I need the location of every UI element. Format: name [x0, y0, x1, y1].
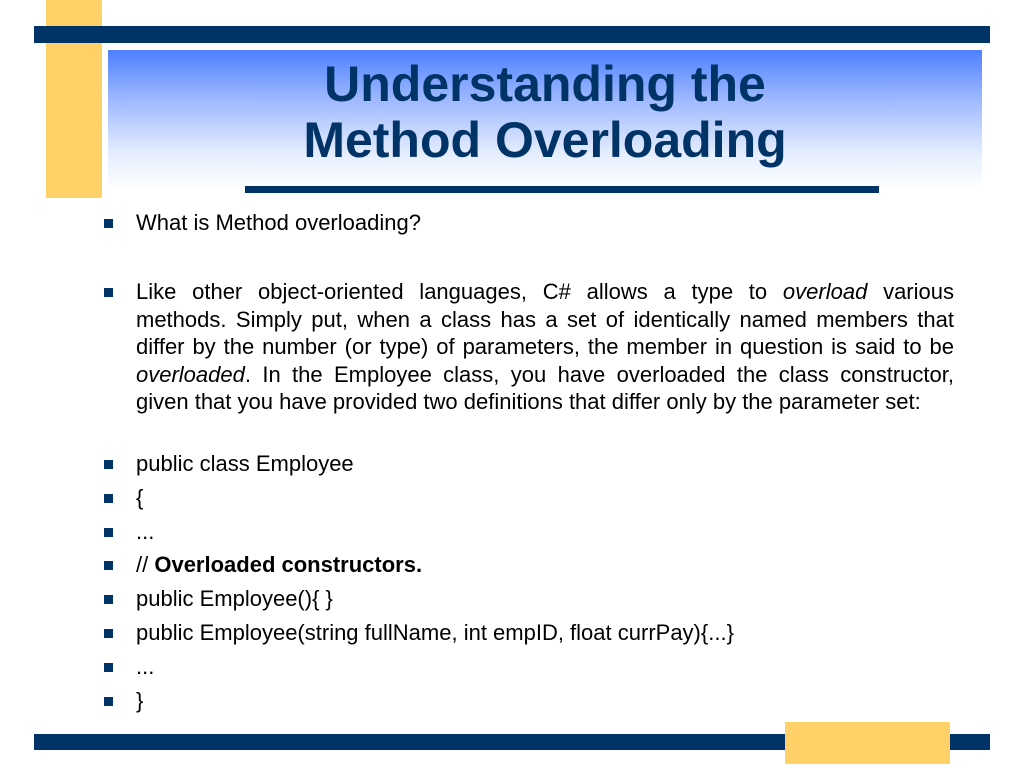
slide-title: [108, 56, 982, 168]
para-em-overloaded: overloaded: [136, 361, 245, 387]
code-line-1: [104, 450, 954, 478]
code-line-6: [104, 619, 954, 647]
title-underline: [245, 186, 879, 193]
code-line-8: [104, 687, 954, 715]
navy-top-rule: [34, 26, 990, 43]
code-line-text: public Employee(){ }: [136, 586, 333, 611]
code-line-text: [136, 551, 954, 579]
code-line-text: }: [136, 688, 144, 713]
para-part-1: Like other object-oriented languages, C# allows a type to: [136, 279, 783, 304]
bullet-paragraph-text: [136, 278, 954, 416]
square-bullet-icon: [104, 494, 113, 503]
bullet-question: [104, 209, 954, 237]
square-bullet-icon: [104, 460, 113, 469]
code-line-7: [104, 653, 954, 681]
square-bullet-icon: [104, 697, 113, 706]
title-line-1: Understanding the: [324, 56, 766, 112]
title-line-2: Method Overloading: [303, 112, 787, 168]
square-bullet-icon: [104, 219, 113, 228]
code-line-text: ...: [136, 519, 155, 544]
square-bullet-icon: [104, 663, 113, 672]
code-line-text: public class Employee: [136, 451, 354, 476]
bullet-paragraph: [104, 278, 954, 416]
code-line-4: [104, 551, 954, 579]
square-bullet-icon: [104, 629, 113, 638]
para-part-3: . In the Employee class, you have overloaded the class constructor, given that you have provided two definitions that differ only by the parameter set:: [136, 361, 954, 414]
para-em-overload: overload: [782, 279, 868, 304]
comment-bold: Overloaded constructors.: [154, 552, 423, 577]
code-line-2: [104, 484, 954, 512]
code-line-5: [104, 585, 954, 613]
code-line-text: public Employee(string fullName, int empID, float currPay){...}: [136, 620, 734, 645]
square-bullet-icon: [104, 595, 113, 604]
square-bullet-icon: [104, 288, 113, 297]
para-part-2: various methods. Simply put, when a class has a set of identically named members that differ by the number (or type) of parameters, the member in question is said to be: [136, 279, 954, 359]
code-line-3: [104, 518, 954, 546]
bullet-text: What is Method overloading?: [136, 210, 421, 235]
comment-prefix: //: [136, 552, 155, 577]
square-bullet-icon: [104, 528, 113, 537]
square-bullet-icon: [104, 561, 113, 570]
code-line-text: {: [136, 485, 144, 510]
code-line-text: ...: [136, 654, 155, 679]
gold-accent-bar-bottom: [785, 722, 950, 764]
